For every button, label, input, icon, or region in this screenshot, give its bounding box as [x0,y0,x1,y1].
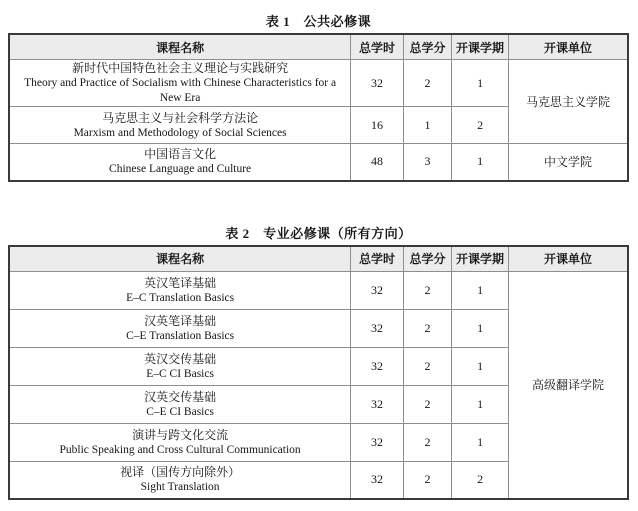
column-header-offering-unit: 开课单位 [509,246,628,272]
semester-cell: 1 [452,144,509,181]
course-name-zh: 英汉笔译基础 [144,275,217,290]
semester-cell: 1 [452,271,509,309]
course-name-zh: 汉英笔译基础 [144,313,217,328]
semester-cell: 2 [452,107,509,144]
total-hours-cell: 16 [351,107,404,144]
total-credits-cell: 3 [403,144,451,181]
total-credits-cell: 2 [403,347,451,385]
course-name-zh: 马克思主义与社会科学方法论 [102,110,259,125]
semester-cell: 1 [452,347,509,385]
table1-caption: 表 1 公共必修课 [265,14,372,29]
course-name-zh: 视译（国传方向除外） [120,465,241,480]
course-name-cell [9,385,351,423]
course-name-en: C–E Translation Basics [126,329,235,342]
column-header-total-hours: 总学时 [351,34,404,60]
total-credits-cell: 1 [403,107,451,144]
table2-header-row [9,246,628,272]
column-header-semester: 开课学期 [452,34,509,60]
total-credits-cell: 2 [403,423,451,461]
offering-unit-cell: 中文学院 [509,144,628,181]
total-credits-cell: 2 [403,60,451,107]
semester-cell: 1 [452,309,509,347]
course-name-cell [9,347,351,385]
total-credits-cell: 2 [403,385,451,423]
column-header-total-hours: 总学时 [351,246,404,272]
table1-header-row [9,34,628,60]
table-major-required-courses [8,245,629,501]
course-name-en: Chinese Language and Culture [109,163,252,176]
course-name-en: Marxism and Methodology of Social Sciences [73,126,287,139]
column-header-offering-unit: 开课单位 [509,34,628,60]
offering-unit-cell: 马克思主义学院 [509,60,628,144]
course-name-cell [9,144,351,181]
semester-cell: 1 [452,385,509,423]
table-row [9,60,628,107]
semester-cell: 2 [452,461,509,499]
course-name-en: C–E CI Basics [146,405,214,418]
course-name-en: E–C CI Basics [146,367,214,380]
total-hours-cell: 48 [351,144,404,181]
course-name-en: Theory and Practice of Socialism with Chinese Characteristics for a New Era [24,77,337,104]
offering-unit-cell: 高级翻译学院 [509,271,628,499]
semester-cell: 1 [452,423,509,461]
column-header-course-name: 课程名称 [9,246,351,272]
semester-cell: 1 [452,60,509,107]
table-row [9,271,628,309]
table2-caption: 表 2 专业必修课（所有方向） [225,225,412,241]
course-name-en: Public Speaking and Cross Cultural Communication [59,443,301,456]
total-hours-cell: 32 [351,309,404,347]
column-header-total-credits: 总学分 [403,34,451,60]
course-name-zh: 汉英交传基础 [144,389,217,404]
total-credits-cell: 2 [403,461,451,499]
course-name-cell [9,271,351,309]
table-public-required-courses [8,33,629,182]
document-page [0,15,638,500]
table-row [9,144,628,181]
total-hours-cell: 32 [351,347,404,385]
course-name-zh: 新时代中国特色社会主义理论与实践研究 [72,61,289,75]
course-name-cell [9,423,351,461]
total-hours-cell: 32 [351,385,404,423]
total-hours-cell: 32 [351,461,404,499]
column-header-semester: 开课学期 [452,246,509,272]
total-hours-cell: 32 [351,60,404,107]
total-hours-cell: 32 [351,423,404,461]
total-credits-cell: 2 [403,309,451,347]
course-name-en: E–C Translation Basics [126,291,235,304]
total-credits-cell: 2 [403,271,451,309]
column-header-total-credits: 总学分 [403,246,451,272]
total-hours-cell: 32 [351,271,404,309]
column-header-course-name: 课程名称 [9,34,351,60]
course-name-cell [9,461,351,499]
course-name-zh: 演讲与跨文化交流 [132,427,229,442]
course-name-cell [9,309,351,347]
course-name-zh: 英汉交传基础 [144,351,217,366]
course-name-zh: 中国语言文化 [144,147,217,162]
course-name-cell [9,107,351,144]
course-name-en: Sight Translation [140,481,220,494]
course-name-cell [9,60,351,107]
